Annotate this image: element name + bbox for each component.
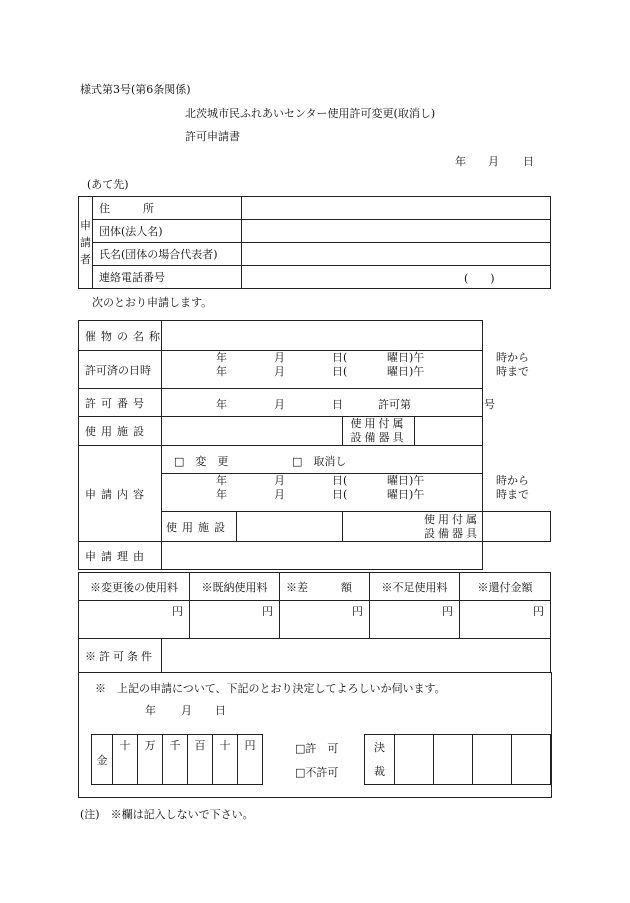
organization-label: 団体(法人名) bbox=[93, 220, 242, 243]
equipment-label: 使用付属 設備器具 bbox=[343, 417, 415, 446]
reason-field[interactable] bbox=[162, 542, 483, 570]
conditions-table bbox=[78, 638, 551, 673]
decision-label: 決 裁 bbox=[365, 735, 395, 785]
deny-checkbox[interactable]: □不許可 bbox=[295, 766, 339, 779]
cancel-checkbox[interactable]: □ 取消し bbox=[292, 455, 347, 468]
name-field[interactable] bbox=[242, 243, 551, 266]
permit-number-field[interactable]: 年 月 日 許可第 号 bbox=[162, 389, 483, 417]
request-content-label: 申請内容 bbox=[79, 446, 162, 542]
request-facility-field[interactable] bbox=[237, 512, 343, 542]
address-field[interactable] bbox=[242, 197, 551, 220]
digit-cell[interactable]: 十 bbox=[213, 735, 238, 785]
digit-cell[interactable]: 百 bbox=[188, 735, 213, 785]
conditions-field[interactable] bbox=[162, 639, 551, 673]
digit-cell[interactable]: 円 bbox=[238, 735, 263, 785]
addressee: (あて先) bbox=[87, 178, 129, 191]
change-cancel-options bbox=[162, 446, 483, 474]
fee-refund-field[interactable]: 円 bbox=[460, 601, 551, 639]
phone-label: 連絡電話番号 bbox=[93, 266, 242, 289]
date-year: 年 bbox=[455, 155, 466, 168]
event-name-field[interactable] bbox=[162, 321, 483, 351]
digit-cell[interactable]: 千 bbox=[163, 735, 188, 785]
form-number: 様式第3号(第6条関係) bbox=[80, 83, 191, 96]
digit-cell[interactable]: 万 bbox=[138, 735, 163, 785]
date-day: 日 bbox=[523, 155, 534, 168]
phone-field[interactable] bbox=[242, 266, 551, 289]
applicant-table bbox=[78, 196, 551, 289]
permit-checkbox[interactable]: □許 可 bbox=[295, 742, 339, 755]
form-subtitle: 許可申請書 bbox=[185, 130, 240, 143]
fee-shortfall-field[interactable]: 円 bbox=[370, 601, 460, 639]
conditions-label: ※許可条件 bbox=[79, 639, 162, 673]
approval-date-month: 月 bbox=[181, 704, 192, 717]
amount-grid bbox=[91, 734, 263, 785]
request-facility-label: 使用施設 bbox=[162, 512, 237, 542]
change-checkbox[interactable]: □ 変 更 bbox=[174, 455, 229, 468]
name-label: 氏名(団体の場合代表者) bbox=[93, 243, 242, 266]
request-equipment-field[interactable] bbox=[483, 512, 551, 542]
application-statement: 次のとおり申請します。 bbox=[92, 296, 213, 309]
digit-cell[interactable]: 十 bbox=[113, 735, 138, 785]
form-title: 北茨城市民ふれあいセンター使用許可変更(取消し) bbox=[185, 107, 436, 120]
decision-stamp-cell[interactable] bbox=[395, 735, 434, 785]
date-month: 月 bbox=[488, 155, 499, 168]
fee-header-refund: ※還付金額 bbox=[460, 573, 551, 601]
event-name-label: 催物の名称 bbox=[79, 321, 162, 351]
equipment-field[interactable] bbox=[415, 417, 483, 446]
permit-number-label: 許可番号 bbox=[79, 389, 162, 417]
fee-paid-field[interactable]: 円 bbox=[190, 601, 280, 639]
permitted-datetime-field[interactable]: 年 月 日( 曜日)午 時から 年 月 日( 曜日)午 時まで bbox=[162, 351, 483, 389]
permitted-datetime-label: 許可済の日時 bbox=[79, 351, 162, 389]
fee-header-after-change: ※変更後の使用料 bbox=[79, 573, 190, 601]
approval-statement: ※ 上記の申請について、下記のとおり決定してよろしいか伺います。 bbox=[95, 682, 446, 695]
fee-difference-field[interactable]: 円 bbox=[280, 601, 370, 639]
facility-label: 使用施設 bbox=[79, 417, 162, 446]
request-equipment-label: 使用付属 設備器具 bbox=[343, 512, 483, 542]
reason-label: 申請理由 bbox=[79, 542, 162, 570]
facility-field[interactable] bbox=[162, 417, 343, 446]
phone-parentheses: ( ) bbox=[464, 272, 495, 285]
fee-table bbox=[78, 572, 551, 639]
decision-stamp-cell[interactable] bbox=[434, 735, 473, 785]
main-table bbox=[78, 320, 551, 570]
fee-header-difference: ※差 額 bbox=[280, 573, 370, 601]
decision-stamp-cell[interactable] bbox=[511, 735, 550, 785]
applicant-side-label: 申 請 者 bbox=[79, 197, 93, 289]
fee-after-change-field[interactable]: 円 bbox=[79, 601, 190, 639]
approval-date-day: 日 bbox=[215, 704, 226, 717]
approval-date-year: 年 bbox=[145, 704, 156, 717]
footnote: (注) ※欄は記入しないで下さい。 bbox=[80, 808, 254, 821]
decision-grid bbox=[364, 734, 551, 785]
approval-box bbox=[78, 672, 552, 798]
amount-kin-label: 金 bbox=[92, 735, 113, 785]
decision-stamp-cell[interactable] bbox=[473, 735, 512, 785]
request-datetime-field[interactable]: 年 月 日( 曜日)午 時から 年 月 日( 曜日)午 時まで bbox=[162, 474, 483, 512]
address-label: 住 所 bbox=[93, 197, 242, 220]
organization-field[interactable] bbox=[242, 220, 551, 243]
fee-header-paid: ※既納使用料 bbox=[190, 573, 280, 601]
fee-header-shortfall: ※不足使用料 bbox=[370, 573, 460, 601]
